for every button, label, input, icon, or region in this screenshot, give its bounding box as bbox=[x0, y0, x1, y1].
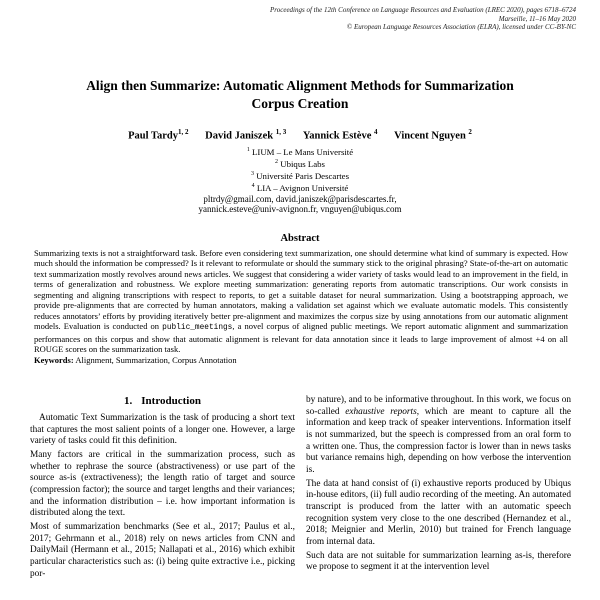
author-name: David Janiszek bbox=[205, 130, 274, 142]
left-column bbox=[30, 395, 295, 600]
abstract-heading: Abstract bbox=[280, 233, 320, 244]
author-emails bbox=[0, 194, 600, 215]
author-affiliation-marker: 1, 2 bbox=[177, 128, 189, 136]
paper-title bbox=[40, 77, 560, 112]
affiliations-block bbox=[0, 145, 600, 214]
paragraph-text: by nature), and to be informative throughout. In this work, we focus on so-called bbox=[306, 395, 571, 417]
paper-title-line1: Align then Summarize: Automatic Alignment Methods for Summarization bbox=[86, 78, 514, 93]
author-name: Vincent Nguyen bbox=[394, 130, 466, 142]
corpus-name-monospace: public_meetings bbox=[162, 324, 233, 333]
author bbox=[303, 128, 378, 142]
abstract-body bbox=[34, 248, 568, 365]
affiliation-text: LIA – Avignon Université bbox=[256, 183, 349, 194]
abstract-text-part1: Summarizing texts is not a straightforward task. Before even considering text summarization, one should determine what kind of summary is expected. How much should the information be compressed? Is it relevant to reformulate or should the summary stick to the original phrasing? State-of-the-art on automatic text summarization mostly revolves around news articles. We suggest that considering a wider variety of tasks would lead to an improvement in the field, in terms of generalization and robustness. We explore meeting summarization: generating reports from automatic transcriptions. Our work consists in segmenting and aligning transcriptions with respect to reports, to get a suitable dataset for neural summarization. Using a bootstrapping approach, we provide pre-alignments that are corrected by human annotators, making a validation set against which we evaluate automatic models. This consistently reduces annotators’ efforts by providing iteratively better pre-alignment and maximizes the corpus size by using annotations from our automatic alignment models. Evaluation is conducted on bbox=[34, 248, 568, 332]
keywords-line bbox=[34, 355, 568, 365]
author-affiliation-marker: 4 bbox=[374, 128, 378, 136]
proceedings-location: Marseille, 11–16 May 2020 bbox=[498, 14, 576, 23]
affiliation-marker: 3 bbox=[250, 171, 254, 178]
author-name: Yannick Estève bbox=[302, 130, 372, 142]
email-line: yannick.esteve@univ-avignon.fr, vnguyen@ubiqus.com bbox=[198, 203, 402, 214]
keywords-text: Alignment, Summarization, Corpus Annotation bbox=[73, 354, 237, 365]
affiliation-marker: 2 bbox=[275, 159, 279, 166]
keywords-label: Keywords: bbox=[34, 354, 74, 365]
section-heading-introduction bbox=[30, 395, 295, 408]
affiliation-text: Université Paris Descartes bbox=[256, 171, 350, 182]
author-list bbox=[0, 128, 600, 142]
affiliation-marker: 1 bbox=[246, 147, 250, 153]
section-number: 1. bbox=[124, 395, 133, 407]
affiliation-marker: 4 bbox=[251, 183, 255, 190]
proceedings-header bbox=[150, 6, 576, 32]
paragraph: Such data are not suitable for summarization learning as-is, therefore we propose to segment it at the intervention level bbox=[306, 550, 571, 573]
author bbox=[394, 128, 472, 142]
author-affiliation-marker: 2 bbox=[468, 128, 472, 136]
abstract-text-part2: , a novel corpus of aligned public meetings. We report automatic alignment and summarization performances on this corpus and show that automatic alignment is relevant for data annotation since it leads to large improvement of almost +4 on all ROUGE scores on the summarization task. bbox=[34, 321, 568, 355]
proceedings-license: © European Language Resources Association (ELRA), licensed under CC-BY-NC bbox=[346, 23, 576, 32]
paper-title-line2: Corpus Creation bbox=[251, 95, 349, 111]
affiliation-text: Ubiqus Labs bbox=[280, 159, 325, 170]
paragraph-text: , which are meant to capture all the information and keep track of speaker interventions. Information itself is not summarized, but the speech is compressed from an oral form to a written one. Thus, the compression factor is lower than in news tasks but variance remains high, depending on how verbose the intervention is. bbox=[306, 406, 571, 475]
emphasized-term: exhaustive reports bbox=[345, 406, 417, 417]
right-column bbox=[306, 395, 571, 600]
affiliation-text: LIUM – Le Mans Université bbox=[252, 146, 354, 157]
paragraph: Most of summarization benchmarks (See et al., 2017; Paulus et al., 2017; Gehrmann et al., 2018) rely on news articles from CNN and DailyMail (Hermann et al., 2015; Nallapati et al., 2016) which exhibit particular characteristics such as: (i) being quite extractive i.e., picking por- bbox=[30, 521, 295, 579]
paragraph: Automatic Text Summarization is the task of producing a short text that captures the most salient points of a longer one. However, a large variety of tasks could fit this definition. bbox=[30, 413, 295, 447]
affiliation bbox=[0, 145, 600, 157]
affiliation bbox=[0, 157, 600, 169]
author bbox=[205, 128, 286, 142]
paragraph: Many factors are critical in the summarization process, such as whether to rephrase the source (abstractiveness) or use part of the source as-is (extractiveness); the length ratio of target and source (compression factor); the source and target lengths and their variances; and the information distribution – i.e. how important information is distributed along the text. bbox=[30, 449, 295, 519]
two-column-body bbox=[30, 395, 571, 600]
author-affiliation-marker: 1, 3 bbox=[275, 128, 287, 136]
abstract-text bbox=[34, 248, 568, 355]
affiliation bbox=[0, 181, 600, 193]
paragraph bbox=[306, 395, 571, 477]
author bbox=[128, 128, 188, 142]
section-title: Introduction bbox=[141, 395, 201, 407]
email-line: pltrdy@gmail.com, david.janiszek@parisdescartes.fr, bbox=[203, 193, 397, 204]
proceedings-line: Proceedings of the 12th Conference on Language Resources and Evaluation (LREC 2020), pages 6718–6724 bbox=[269, 6, 576, 14]
affiliation bbox=[0, 169, 600, 181]
author-name: Paul Tardy bbox=[128, 130, 178, 142]
paragraph: The data at hand consist of (i) exhaustive reports produced by Ubiqus in-house editors, (ii) full audio recording of the meeting. An automated transcript is produced from the latter with an automatic speech recognition system very close to the one described (Hernandez et al., 2018; Meignier and Merlin, 2010) but trained for French language from internal data. bbox=[306, 478, 571, 547]
